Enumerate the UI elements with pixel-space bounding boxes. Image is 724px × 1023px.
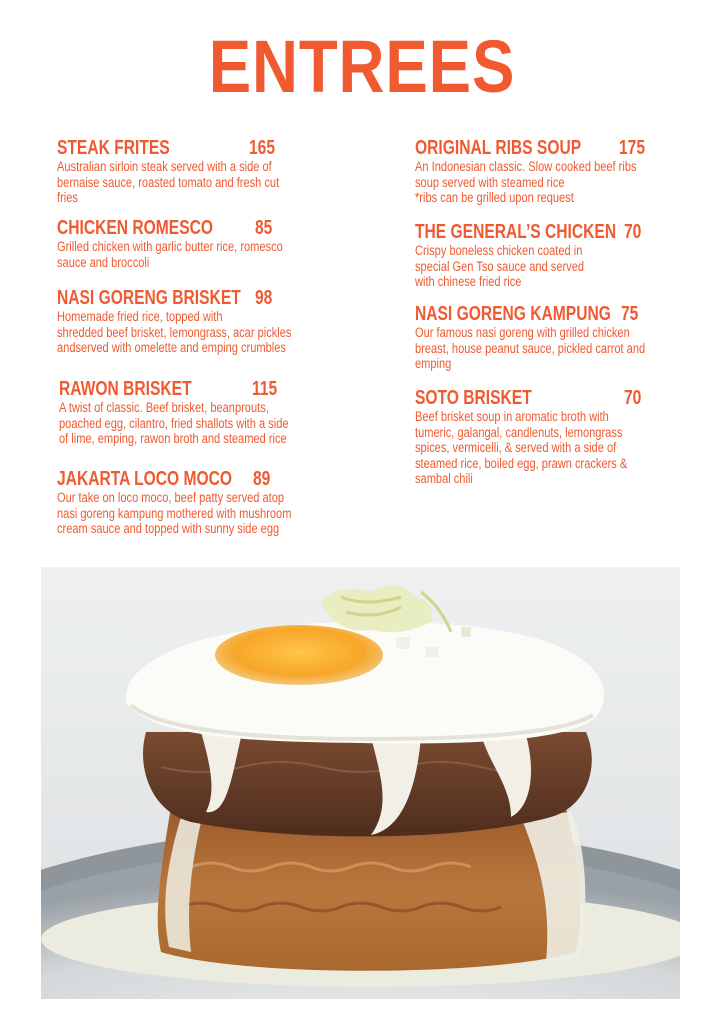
item-price: 175 [619,137,646,159]
menu-item-steak-frites [57,136,357,206]
item-price: 70 [624,387,642,409]
item-description: Our famous nasi goreng with grilled chicken breast, house peanut sauce, pickled carrot and emping [415,325,646,371]
item-description: Homemade fried rice, topped with shredded beef brisket, lemongrass, acar pickles andserved with omelette and emping crumbles [57,309,292,355]
menu-item-generals-chicken [415,220,715,290]
menu-item-nasi-goreng-kampung [415,302,715,372]
item-description: Beef brisket soup in aromatic broth with tumeric, galangal, candlenuts, lemongrass spices, vermicelli, & served with a side of steamed rice, boiled egg, prawn crackers & sambal chili [415,409,628,486]
menu-item-chicken-romesco [57,216,357,270]
item-price: 98 [255,287,273,309]
item-name: NASI GORENG KAMPUNG [415,303,611,325]
item-price: 75 [621,303,639,325]
item-name: ORIGINAL RIBS SOUP [415,137,582,159]
item-description: Our take on loco moco, beef patty served atop nasi goreng kampung mothered with mushroom cream sauce and topped with sunny side egg [57,490,292,536]
menu-item-nasi-goreng-brisket [57,286,357,356]
menu-item-soto-brisket [415,386,715,487]
item-name: STEAK FRITES [57,137,170,159]
loco-moco-photo [41,567,680,999]
item-description: Australian sirloin steak served with a side of bernaise sauce, roasted tomato and fresh cut fries [57,159,280,205]
page-title: ENTREES [208,25,516,108]
menu-item-jakarta-loco-moco [57,467,357,537]
item-name: JAKARTA LOCO MOCO [57,468,233,490]
item-price: 165 [249,137,276,159]
item-price: 89 [253,468,271,490]
item-price: 70 [624,221,642,243]
item-name: CHICKEN ROMESCO [57,217,214,239]
item-name: RAWON BRISKET [59,378,192,400]
item-description: A twist of classic. Beef brisket, beanprouts, poached egg, cilantro, fried shallots with a side of lime, emping, rawon broth and steamed rice [59,400,289,446]
item-description: Grilled chicken with garlic butter rice, romesco sauce and broccoli [57,239,283,270]
item-name: NASI GORENG BRISKET [57,287,241,309]
item-price: 85 [255,217,273,239]
item-description: An Indonesian classic. Slow cooked beef ribs soup served with steamed rice *ribs can be grilled upon request [415,159,637,205]
item-name: THE GENERAL’S CHICKEN [415,221,617,243]
menu-item-rawon-brisket [59,377,359,447]
item-price: 115 [252,378,278,400]
item-name: SOTO BRISKET [415,387,532,409]
food-illustration [41,567,680,999]
item-description: Crispy boneless chicken coated in special Gen Tso sauce and served with chinese fried rice [415,243,585,289]
menu-item-original-ribs-soup [415,136,715,206]
